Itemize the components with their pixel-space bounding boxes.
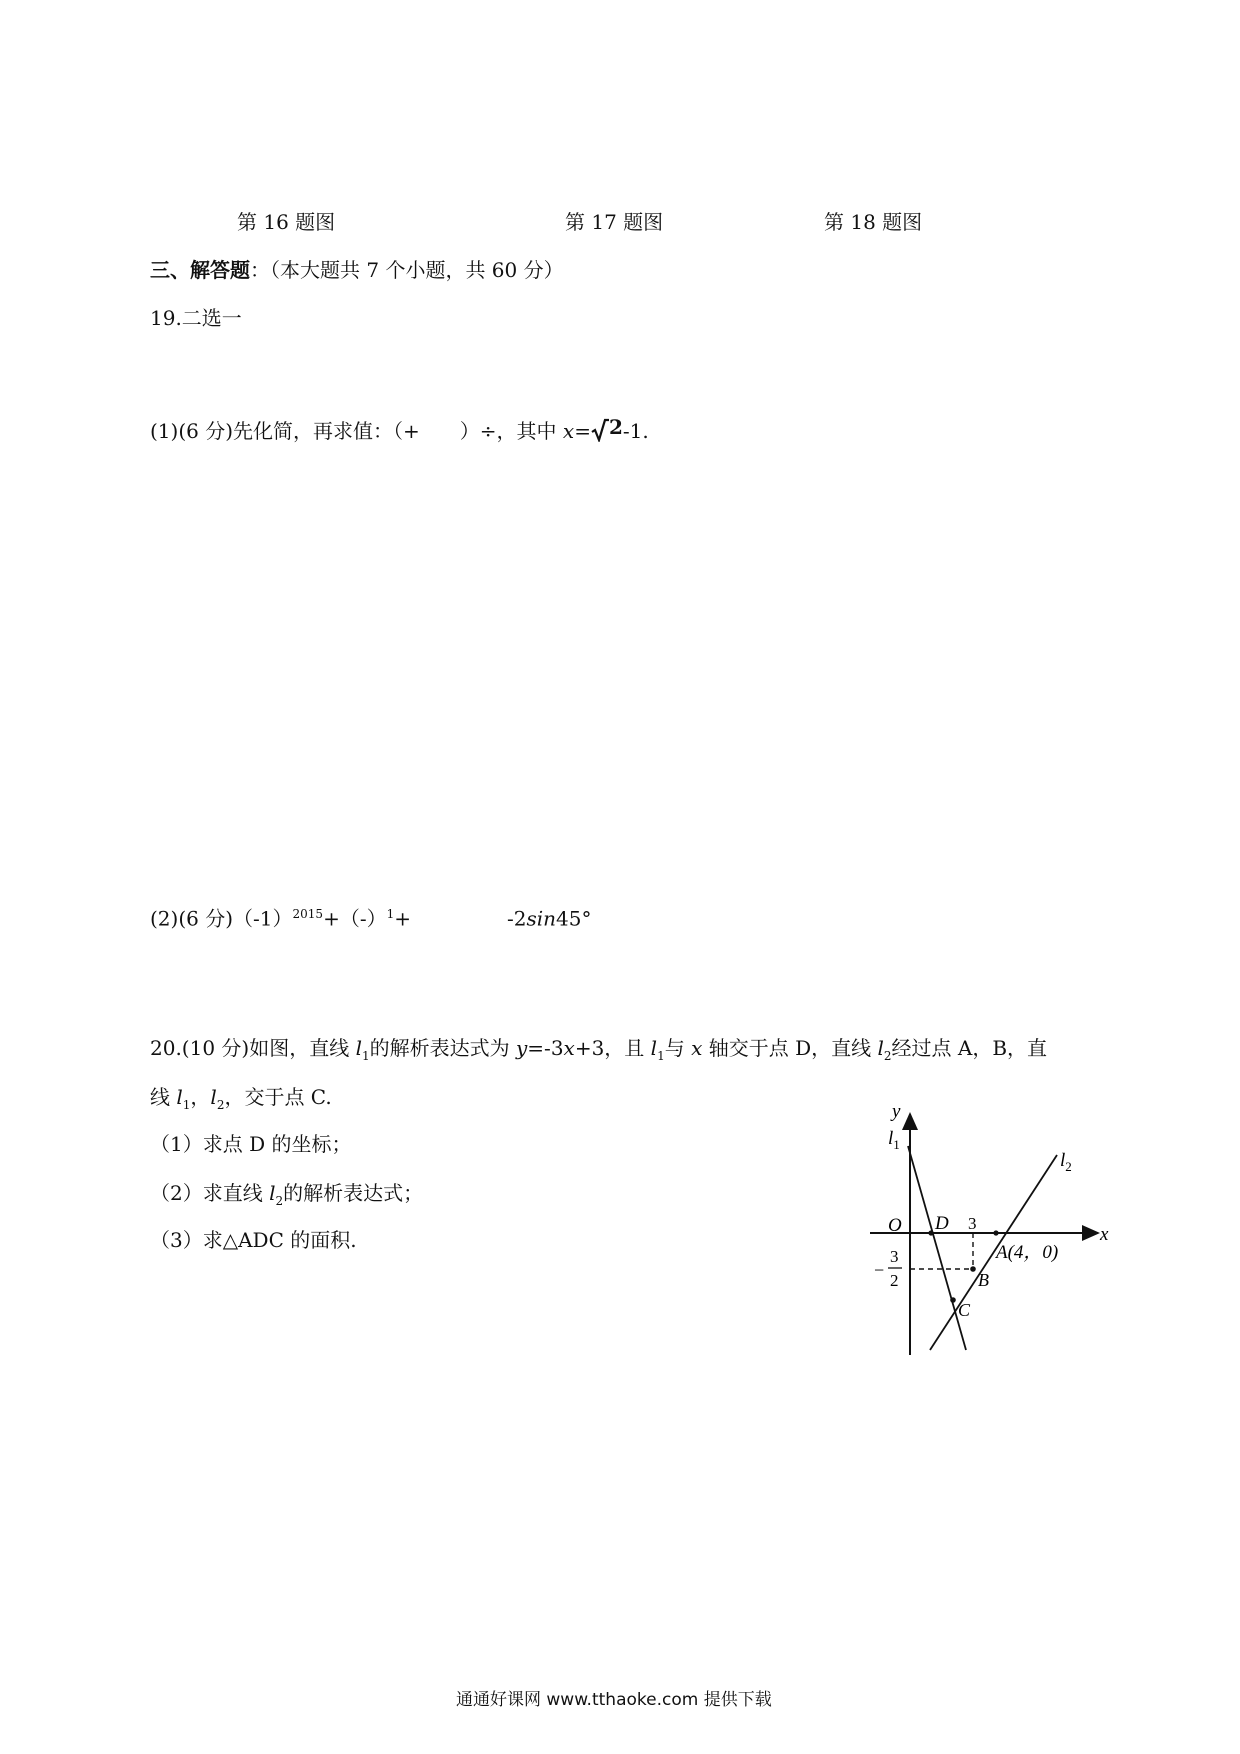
q20-text: 20.(10 分)如图，直线 — [150, 1036, 356, 1060]
q20-text: ，交于点 C. — [224, 1085, 332, 1109]
q19-part2-sin: sin — [526, 906, 557, 931]
q19-part1-score: (6 分) — [178, 419, 234, 443]
q20-sub2 — [150, 1181, 423, 1213]
q20-text: 的解析表达式为 — [369, 1036, 516, 1060]
q19-part2-angle: 45° — [556, 906, 592, 931]
q19-part1-eq: = — [574, 419, 591, 443]
q20-sub1: （1）求点 D 的坐标； — [150, 1132, 352, 1156]
point-d-dot — [928, 1230, 933, 1235]
q20-l1-sub: 1 — [657, 1049, 665, 1063]
q20-l2-sub: 2 — [275, 1194, 284, 1208]
l2-label: $l_2$ — [1060, 1150, 1072, 1174]
caption-fig16: 第 16 题图 — [237, 210, 336, 234]
q19-part2-label: (2) — [150, 906, 179, 931]
q19-part2-expr-c: + — [394, 906, 411, 931]
q19-part2-exp-a: 2015 — [292, 907, 324, 921]
origin-label: O — [888, 1215, 902, 1236]
q19-part2 — [150, 902, 591, 931]
q20-l2-sub: 2 — [883, 1049, 892, 1063]
q20-line1 — [150, 1036, 1047, 1068]
q19-part1 — [150, 414, 649, 443]
point-d-label: D — [935, 1213, 949, 1234]
q20-text: ， — [190, 1085, 211, 1109]
q19-part1-text: 先化简，再求值：（+ ）÷，其中 — [233, 419, 557, 443]
q20-x: x — [691, 1036, 703, 1060]
q20-l1: l — [176, 1085, 183, 1109]
q20-text: （2）求直线 — [150, 1181, 270, 1205]
q19-title: 19.二选一 — [150, 306, 242, 330]
section-desc: ：（本大题共 7 个小题，共 60 分） — [250, 258, 564, 282]
fraction-numerator: 3 — [890, 1247, 899, 1266]
y-axis-label: y — [892, 1101, 901, 1122]
q20-l2-sub: 2 — [216, 1098, 225, 1112]
tick-3-label: 3 — [968, 1214, 977, 1233]
q20-l1: l — [355, 1036, 362, 1060]
q20-l1-sub: 1 — [182, 1098, 191, 1112]
point-c-dot — [950, 1297, 956, 1303]
caption-fig18: 第 18 题图 — [824, 210, 923, 234]
section-heading — [150, 258, 564, 282]
q20-sub3: （3）求△ADC 的面积. — [150, 1228, 357, 1252]
point-b-label: B — [978, 1270, 989, 1290]
q20-l2: l — [269, 1181, 276, 1205]
q19-part1-label: (1) — [150, 419, 179, 443]
q20-x: x — [563, 1036, 575, 1060]
q19-part1-tail: -1. — [622, 419, 649, 443]
q20-text: 经过点 A，B，直 — [891, 1036, 1048, 1060]
q20-text: 与 — [664, 1036, 692, 1060]
x-axis-label: x — [1100, 1224, 1109, 1245]
q20-y: y — [515, 1036, 528, 1060]
point-b-dot — [970, 1266, 976, 1272]
q19-part2-expr-b: +（-） — [323, 906, 387, 931]
q20-l2: l — [210, 1085, 217, 1109]
q19-part2-score: (6 分) — [178, 906, 234, 931]
q19-part1-radicand: 2 — [608, 415, 623, 439]
sqrt-icon — [591, 418, 609, 447]
q19-part2-expr-d: -2 — [506, 906, 527, 931]
point-c-label: C — [958, 1300, 971, 1320]
caption-fig17: 第 17 题图 — [565, 210, 664, 234]
point-a-dot — [993, 1230, 998, 1235]
q19-part2-exp-b: 1 — [386, 907, 395, 921]
l1-label: $l_1$ — [888, 1128, 900, 1152]
q20-text: 轴交于点 D，直线 — [702, 1036, 878, 1060]
point-a-label: A(4，0) — [996, 1242, 1059, 1263]
footer-text: 通通好课网 www.tthaoke.com 提供下载 — [456, 1690, 772, 1710]
q20-l1-sub: 1 — [361, 1049, 370, 1063]
q19-part2-expr-a: （-1） — [233, 906, 293, 931]
q20-text: =-3 — [527, 1036, 564, 1060]
q20-l1: l — [650, 1036, 658, 1060]
q20-graph — [860, 1100, 1120, 1360]
fraction-denominator: 2 — [890, 1271, 899, 1290]
q20-text: 的解析表达式； — [283, 1181, 424, 1205]
q20-text: +3，且 — [574, 1036, 651, 1060]
q20-text: 线 — [150, 1085, 177, 1109]
fraction-minus: − — [874, 1260, 885, 1280]
q20-l2: l — [877, 1036, 884, 1060]
q20-line2 — [150, 1085, 332, 1117]
section-title: 三、解答题 — [150, 258, 250, 282]
q19-part1-var: x — [562, 419, 575, 443]
